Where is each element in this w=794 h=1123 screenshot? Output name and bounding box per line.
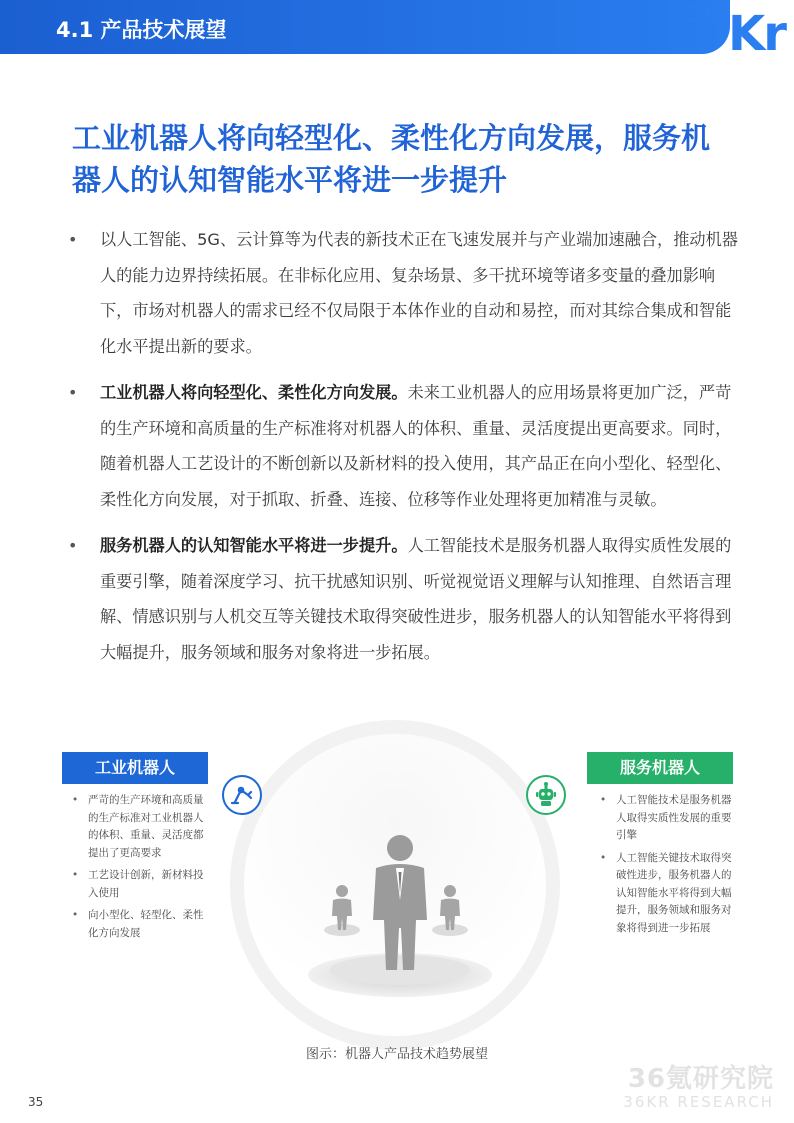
bullet-list [62,222,742,681]
watermark [623,1058,774,1111]
list-item [68,867,206,902]
list-item-text: 人工智能技术是服务机器人取得实质性发展的重要引擎 [616,794,732,841]
list-item [68,792,206,862]
bullet-dot-icon: • [68,536,78,555]
bullet-item [62,222,742,364]
header-bar [0,0,730,54]
list-item [68,907,206,942]
bullet-dot-icon: • [68,230,78,249]
list-item [596,792,736,845]
watermark-en: 36KR RESEARCH [623,1093,774,1111]
service-robot-label: 服务机器人 [587,752,733,784]
bullet-item [62,528,742,670]
bullet-text: 人工智能技术是服务机器人取得实质性发展的重要引擎，随着深度学习、抗干扰感知识别、听觉视觉语义理解与认知推理、自然语言理解、情感识别与人机交互等关键技术取得突破性进步，服务机器人的认知智能水平将得到大幅提升，服务领域和服务对象将进一步拓展。 [100,536,732,662]
watermark-cn: 36氪研究院 [627,1064,774,1094]
section-title: 4.1 产品技术展望 [56,18,227,42]
bullet-dot-icon: • [72,869,79,881]
list-item-text: 人工智能关键技术取得突破性进步，服务机器人的认知智能水平将得到大幅提升，服务领域和服务对象将得到进一步拓展 [616,851,732,934]
bullet-dot-icon: • [72,909,79,921]
bullet-bold-lead: 服务机器人的认知智能水平将进一步提升。 [100,536,408,555]
service-robot-list [596,792,736,942]
trend-diagram [0,700,794,1030]
page-number: 35 [28,1095,44,1109]
bullet-dot-icon: • [600,851,607,864]
people-illustration [290,820,510,1000]
list-item-text: 工艺设计创新，新材料投入使用 [88,869,204,899]
logo-letters: Kr [728,6,785,62]
bullet-item [62,375,742,517]
list-item-text: 向小型化、轻型化、柔性化方向发展 [88,909,204,939]
bullet-dot-icon: • [600,794,607,806]
service-robot-icon [526,775,566,815]
figure-caption: 图示：机器人产品技术趋势展望 [305,1047,488,1062]
bullet-bold-lead: 工业机器人将向轻型化、柔性化方向发展。 [100,383,408,402]
bullet-dot-icon: • [72,794,79,806]
list-item [596,850,736,938]
industrial-robot-label: 工业机器人 [62,752,208,784]
robot-arm-icon [222,775,262,815]
page-headline: 工业机器人将向轻型化、柔性化方向发展，服务机器人的认知智能水平将进一步提升 [72,121,711,197]
list-item-text: 严苛的生产环境和高质量的生产标准对工业机器人的体积、重量、灵活度都提出了更高要求 [88,794,204,859]
bullet-text: 未来工业机器人的应用场景将更加广泛，严苛的生产环境和高质量的生产标准将对机器人的体积、重量、灵活度提出更高要求。同时，随着机器人工艺设计的不断创新以及新材料的投入使用，其产品正在向小型化、轻型化、柔性化方向发展，对于抓取、折叠、连接、位移等作业处理将更加精准与灵敏。 [100,383,732,509]
logo-number: 36 [688,2,721,27]
bullet-dot-icon: • [68,383,78,402]
bullet-text: 以人工智能、5G、云计算等为代表的新技术正在飞速发展并与产业端加速融合，推动机器人的能力边界持续拓展。在非标化应用、复杂场景、多干扰环境等诸多变量的叠加影响下，市场对机器人的需求已经不仅局限于本体作业的自动和易控，而对其综合集成和智能化水平提出新的要求。 [100,230,738,356]
industrial-robot-list [68,792,206,947]
brand-logo [688,2,788,62]
